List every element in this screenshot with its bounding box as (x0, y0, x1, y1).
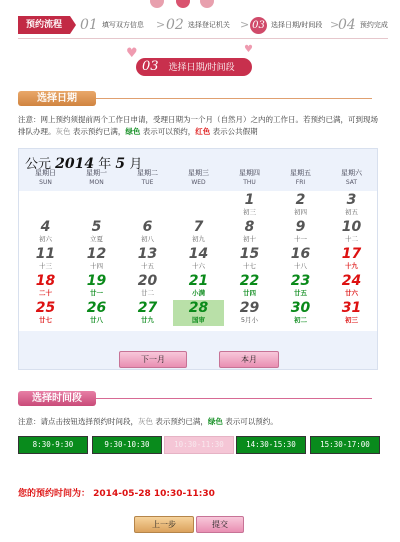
time-slot-button[interactable]: 9:30-10:30 (92, 436, 162, 454)
calendar-day: 13 十五 (137, 246, 158, 270)
heart-icon: ♥ (244, 44, 253, 55)
calendar-day: 4 初六 (39, 219, 52, 243)
calendar-day: 5 立夏 (90, 219, 103, 243)
time-slot-button: 10:30-11:30 (164, 436, 234, 454)
time-slot-button[interactable]: 14:30-15:30 (236, 436, 306, 454)
weekday-label: 星期五 FRI (290, 169, 311, 186)
step-2: 02 选择登记机关 (166, 17, 230, 33)
calendar-day[interactable]: 19 廿一 (86, 273, 107, 297)
calendar-day: 6 初八 (141, 219, 154, 243)
chosen-time: 您的预约时间为： 2014-05-28 10:30-11:30 (18, 489, 215, 499)
weekday-label: 星期二 TUE (137, 169, 158, 186)
divider (96, 98, 372, 99)
step-1: 01 填写双方信息 (80, 17, 144, 33)
calendar-grid (19, 191, 377, 331)
calendar-day: 2 初四 (294, 192, 307, 216)
weekday-label: 星期一 MON (86, 169, 107, 186)
divider (96, 398, 372, 399)
time-slot-button[interactable]: 15:30-17:00 (310, 436, 380, 454)
calendar (18, 148, 378, 370)
prev-step-button[interactable]: 上一步 (134, 516, 194, 533)
calendar-day: 11 十三 (35, 246, 56, 270)
calendar-day: 18 二十 (35, 273, 56, 297)
calendar-day: 29 5月小 (239, 300, 260, 324)
calendar-day[interactable]: 30 初二 (290, 300, 311, 324)
calendar-day[interactable]: 23 廿五 (290, 273, 311, 297)
step-separator-icon: > (240, 18, 250, 31)
submit-button[interactable]: 提交 (196, 516, 244, 533)
calendar-day[interactable]: 22 廿四 (239, 273, 260, 297)
progress-steps (18, 16, 388, 39)
this-month-button[interactable]: 本月 (219, 351, 279, 368)
calendar-day: 8 初十 (243, 219, 256, 243)
weekday-label: 星期三 WED (188, 169, 209, 186)
calendar-day[interactable]: 27 廿九 (137, 300, 158, 324)
calendar-day: 7 初九 (192, 219, 205, 243)
calendar-day: 14 十六 (188, 246, 209, 270)
date-section-title: 选择日期 (18, 91, 96, 106)
calendar-title: 公元 2014 年 5 月 (25, 156, 143, 172)
weekday-label: 星期六 SAT (341, 169, 362, 186)
calendar-day: 10 十二 (341, 219, 362, 243)
calendar-day: 31 初三 (341, 300, 362, 324)
calendar-day: 12 十四 (86, 246, 107, 270)
calendar-day: 20 廿二 (137, 273, 158, 297)
calendar-day: 24 廿六 (341, 273, 362, 297)
date-notice: 注意：网上预约须提前两个工作日申请，受理日期为一个月（自然月）之内的工作日。若预约已满，可到现场排队办理。灰色 表示预约已满，绿色 表示可以预约，红色 表示公共假期 (18, 115, 378, 136)
calendar-day: 15 十七 (239, 246, 260, 270)
step-3: 03 选择日期/时间段 (250, 16, 322, 34)
top-decoration (0, 0, 400, 8)
calendar-day[interactable]: 26 廿八 (86, 300, 107, 324)
time-notice: 注意：请点击按钮选择预约时间段，灰色 表示预约已满，绿色 表示可以预约。 (18, 417, 278, 426)
calendar-day: 17 十九 (341, 246, 362, 270)
time-slot-button[interactable]: 8:30-9:30 (18, 436, 88, 454)
step-4: 04 预约完成 (338, 17, 388, 33)
calendar-day: 9 十一 (294, 219, 307, 243)
calendar-day: 16 十八 (290, 246, 311, 270)
section-header: 03 选择日期/时间段 (136, 58, 252, 76)
weekday-header (19, 169, 377, 191)
calendar-day[interactable]: 28 国审 (173, 300, 224, 326)
calendar-day[interactable]: 21 小满 (188, 273, 209, 297)
time-section-title: 选择时间段 (18, 391, 96, 406)
calendar-day: 1 初三 (243, 192, 256, 216)
next-month-button[interactable]: 下一月 (119, 351, 187, 368)
weekday-label: 星期四 THU (239, 169, 260, 186)
flow-label: 预约流程 (18, 16, 70, 34)
step-separator-icon: > (156, 18, 166, 31)
heart-icon: ♥ (126, 46, 138, 61)
calendar-day: 3 初五 (345, 192, 358, 216)
calendar-day: 25 廿七 (35, 300, 56, 324)
weekday-label: 星期日 SUN (35, 169, 56, 186)
step-separator-icon: > (330, 18, 340, 31)
